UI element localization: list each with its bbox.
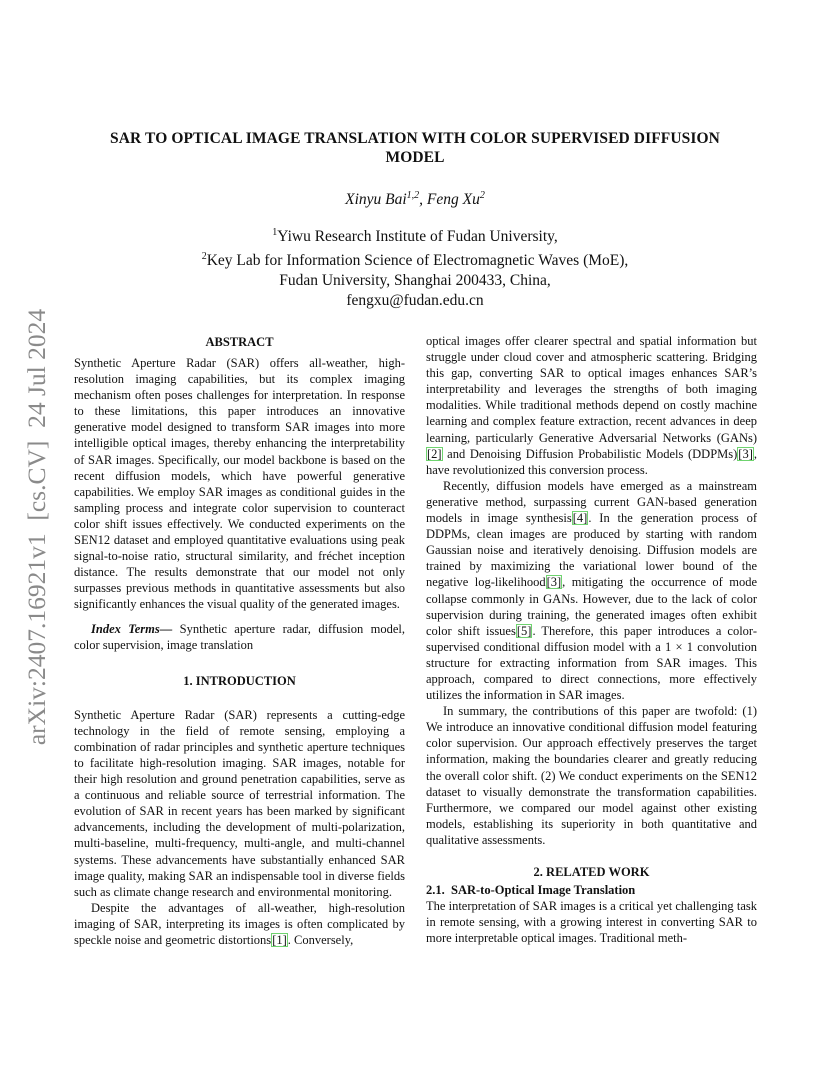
author-affil-sup: 2: [479, 190, 485, 201]
citation-link-1[interactable]: [1]: [272, 933, 287, 947]
author-name: Xinyu Bai: [345, 191, 407, 209]
affiliation-text: Yiwu Research Institute of Fudan University,: [277, 228, 558, 246]
affiliation-line: [90, 247, 740, 271]
citation-link-3[interactable]: [3]: [738, 446, 753, 461]
paragraph-text: Recently, diffusion models have emerged as a mainstream generative method, surpassing current GAN-based generation models in image synthesis: [426, 478, 757, 526]
related-paragraph-1: The interpretation of SAR images is a critical yet challenging task in remote sensing, with a growing interest in converting SAR to more interpretable optical images. Traditional meth-: [426, 899, 757, 946]
author-name: Feng Xu: [426, 191, 480, 209]
author-email-link[interactable]: fengxu@fudan.edu.cn: [346, 292, 484, 310]
index-terms-label: Index Terms—: [91, 621, 173, 636]
affiliation-text: Key Lab for Information Science of Electromagnetic Waves (MoE),: [206, 252, 629, 270]
paragraph-text: Despite the advantages of all-weather, high-resolution imaging of SAR, interpreting its images is often complicated by speckle noise and geometric distortions: [74, 900, 405, 947]
affiliation-line: Fudan University, Shanghai 200433, China,: [279, 272, 551, 290]
paragraph-text: , mitigating the occurrence of mode collapse commonly in GANs. However, due to the lack of color supervision during training, the generated images often exhibit color shift issues: [426, 575, 757, 638]
left-column: [74, 334, 405, 948]
paragraph-text: . Conversely,: [287, 933, 354, 947]
intro-paragraph-1: Synthetic Aperture Radar (SAR) represents a cutting-edge technology in the field of remote sensing, employing a combination of radar principles and synthetic aperture techniques to facilitate high-resolution imaging. SAR images, notable for their high resolution and ground penetration capabilities, serve as a continuous and reliable source of terrestrial information. The evolution of SAR in recent years has been marked by significant advancements, including the development of multi-polarization, multi-baseline, multi-frequency, multi-angle, and multi-channel systems. These advancements have substantially enhanced SAR image quality, making SAR an indispensable tool in diverse fields such as climate change research and environmental monitoring.: [74, 707, 405, 899]
title-line-1: SAR TO OPTICAL IMAGE TRANSLATION WITH COLOR SUPERVISED DIFFUSION: [110, 130, 720, 147]
citation-link-3[interactable]: [3]: [546, 575, 562, 590]
citation-link-4[interactable]: [4]: [572, 511, 588, 526]
title-line-2: MODEL: [385, 149, 445, 166]
subsection-heading: 2.1. SAR-to-Optical Image Translation: [426, 883, 636, 897]
index-terms: [74, 621, 405, 653]
affil-sup: 1: [272, 227, 278, 238]
abstract-text: Synthetic Aperture Radar (SAR) offers all-weather, high-resolution imaging capabilities, but its complex imaging mechanism often poses challenges for interpretation. In response to these limitations, this paper introduces an innovative generative model designed to transform SAR images into more intelligible optical images, thereby enhancing the interpretability of SAR images. Specifically, our model backbone is based on the recent diffusion models, which have powerful generative capabilities. We employ SAR images as conditional guides in the sampling process and integrate color supervision to counteract color shift issues effectively. We conducted experiments on the SEN12 dataset and employed quantitative evaluations using peak signal-to-noise ratio, structural similarity, and fréchet inception distance. The results demonstrate that our model not only surpasses previous methods in quantitative assessments but also significantly enhances the visual quality of the generated images.: [74, 356, 405, 612]
affiliation-line: [90, 223, 740, 247]
section-heading-related-work: 2. RELATED WORK: [533, 865, 650, 879]
author-affil-sup: 1,2: [406, 190, 420, 201]
index-terms-text: Synthetic aperture radar, diffusion model, color supervision, image translation: [74, 621, 406, 652]
arxiv-stamp: [12, 296, 58, 758]
paragraph-text: . Therefore, this paper introduces a color-supervised conditional diffusion model with a 1 × 1 convolution structure for extracting information from SAR images. This approach, compared to direct connections, more effectively utilizes the information in SAR images.: [426, 623, 757, 703]
intro-paragraph-4: In summary, the contributions of this paper are twofold: (1) We introduce an innovative conditional diffusion model featuring color supervision. Our approach effectively preserves the target information, making the boundaries clearer and greatly reducing the overall color shift. (2) We conduct experiments on the SEN12 dataset to visually demonstrate the transformation capabilities. Furthermore, we compared our model against other existing models, establishing its superiority in both quantitative and qualitative assessments.: [426, 704, 757, 847]
arxiv-stamp-text: arXiv:2407.16921v1 [cs.CV] 24 Jul 2024: [22, 308, 51, 746]
paragraph-text: . In the generation process of DDPMs, clean images are produced by starting with random Gaussian noise and iteratively denoising. Diffusion models are trained by maximizing the variational lower bound of the negative log-likelihood: [426, 511, 757, 590]
paragraph-text: , have revolutionized this conversion process.: [426, 446, 757, 477]
intro-paragraph-3: [426, 478, 757, 703]
author-separator: ,: [419, 191, 427, 209]
intro-paragraph-2-cont: [426, 333, 757, 478]
paragraph-text: optical images offer clearer spectral and spatial information but struggle under cloud cover and atmospheric scattering. Bridging this gap, converting SAR to optical images enhances SAR’s interpretability and leverages the strengths of both imaging modalities. While traditional methods depend on costly machine learning and complex feature extraction, recent advances in deep learning, particularly Generative Adversarial Networks (GANs): [426, 334, 757, 445]
abstract-heading: ABSTRACT: [205, 335, 274, 349]
citation-link-2[interactable]: [2]: [427, 446, 442, 461]
right-column: [426, 333, 757, 946]
intro-paragraph-2: [74, 900, 405, 948]
citation-link-5[interactable]: [5]: [516, 623, 532, 638]
author-list: [90, 186, 740, 210]
paper-title: [90, 129, 740, 167]
affiliations: [90, 223, 740, 311]
paragraph-text: and Denoising Diffusion Probabilistic Models (DDPMs): [442, 446, 738, 461]
section-heading-introduction: 1. INTRODUCTION: [183, 673, 296, 688]
affil-sup: 2: [201, 251, 207, 263]
